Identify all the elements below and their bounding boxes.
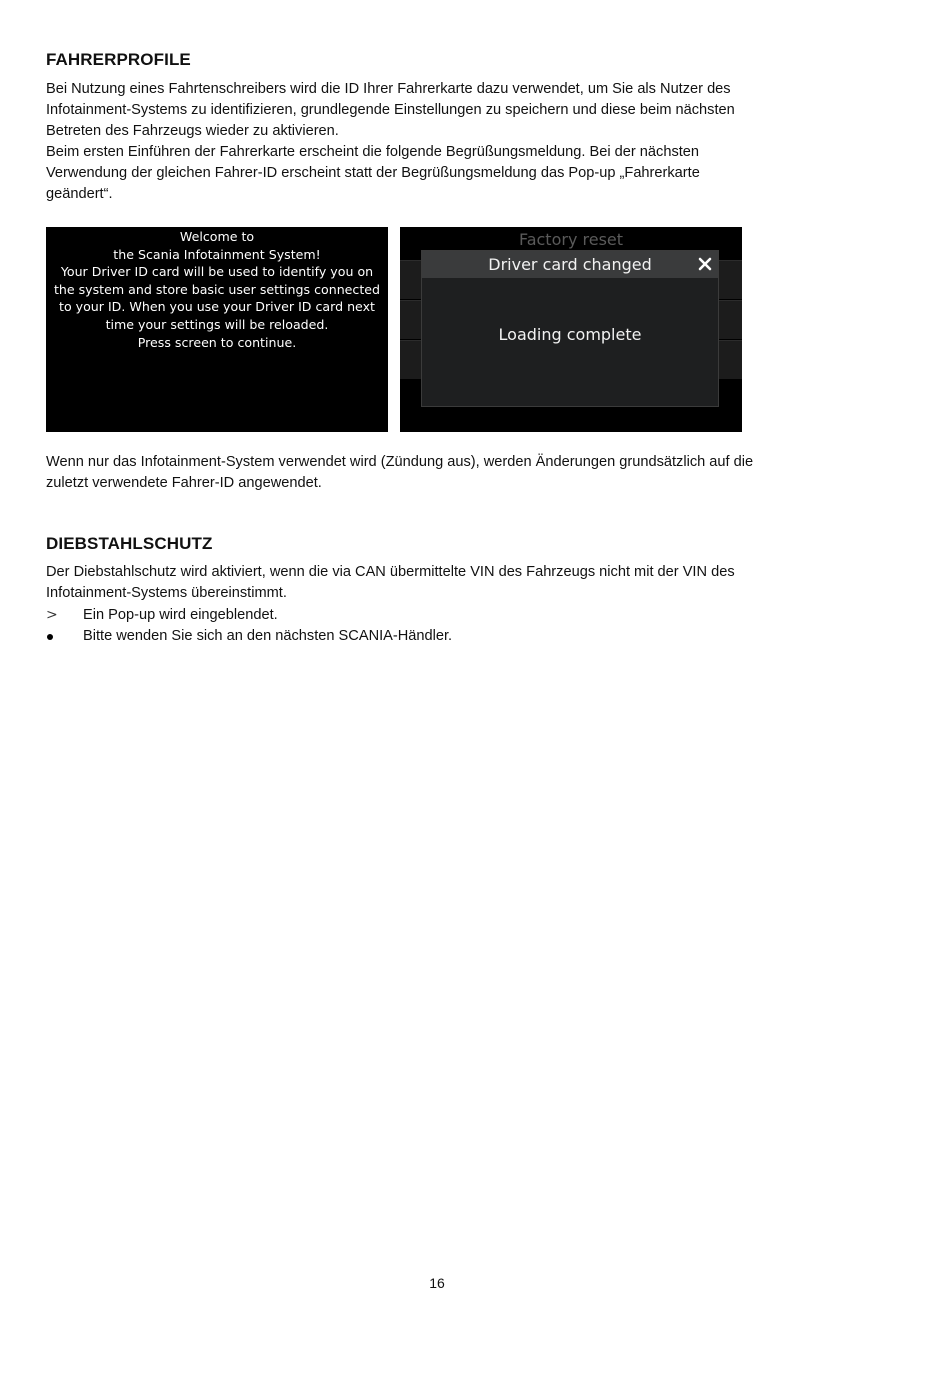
close-icon[interactable]: [698, 257, 712, 271]
driver-card-dialog: [421, 250, 719, 407]
welcome-line: Welcome to: [179, 229, 255, 244]
paragraph-line: Beim ersten Einführen der Fahrerkarte erscheint die folgende Begrüßungsmeldung. Bei der nächsten: [46, 144, 700, 160]
paragraph-line: Infotainment-Systems übereinstimmt.: [46, 585, 287, 601]
theft-protection-list: [46, 605, 452, 647]
theft-protection-paragraph: [46, 562, 836, 604]
paragraph-line: zuletzt verwendete Fahrer-ID angewendet.: [46, 475, 322, 491]
list-item-text: Bitte wenden Sie sich an den nächsten SCANIA-Händler.: [83, 628, 453, 644]
welcome-line: to your ID. When you use your Driver ID card next: [59, 299, 375, 315]
welcome-screen-screenshot: [46, 227, 388, 432]
intro-paragraph: [46, 79, 836, 205]
welcome-line: time your settings will be reloaded.: [105, 316, 329, 332]
dialog-header: [422, 251, 718, 278]
ignition-off-paragraph: [46, 452, 836, 494]
background-menu-title: Factory reset: [518, 230, 624, 249]
paragraph-line: Betreten des Fahrzeugs wieder zu aktivieren.: [46, 123, 339, 139]
driver-card-popup-screenshot: [400, 227, 742, 432]
section-heading-fahrerprofile: FAHRERPROFILE: [46, 50, 191, 69]
paragraph-line: Bei Nutzung eines Fahrtenschreibers wird die ID Ihrer Fahrerkarte dazu verwendet, um Sie als Nutzer des: [46, 81, 731, 97]
dialog-message: Loading complete: [498, 325, 642, 344]
section-heading-diebstahlschutz: DIEBSTAHLSCHUTZ: [46, 534, 213, 553]
paragraph-line: Infotainment-Systems zu identifizieren, grundlegende Einstellungen zu speichern und diese beim nächsten: [46, 102, 735, 118]
list-item: [46, 605, 452, 626]
paragraph-line: Verwendung der gleichen Fahrer-ID erscheint statt der Begrüßungsmeldung das Pop-up „Fahrerkarte: [46, 165, 700, 181]
list-item: [46, 626, 452, 647]
arrow-marker-icon: >: [46, 607, 58, 623]
dialog-title: Driver card changed: [488, 255, 652, 274]
list-item-text: Ein Pop-up wird eingeblendet.: [83, 607, 278, 623]
welcome-line: the Scania Infotainment System!: [113, 246, 321, 262]
welcome-message: [46, 228, 388, 351]
welcome-line: Your Driver ID card will be used to identify you on: [60, 264, 374, 280]
paragraph-line: Wenn nur das Infotainment-System verwendet wird (Zündung aus), werden Änderungen grundsätzlich auf die: [46, 454, 754, 470]
paragraph-line: Der Diebstahlschutz wird aktiviert, wenn die via CAN übermittelte VIN des Fahrzeugs nicht mit der VIN des: [46, 564, 735, 580]
welcome-line: the system and store basic user settings connected: [53, 281, 381, 297]
welcome-line: Press screen to continue.: [137, 334, 297, 350]
paragraph-line: geändert“.: [46, 186, 113, 202]
bullet-icon: [47, 634, 53, 640]
page-number: 16: [429, 1275, 445, 1291]
